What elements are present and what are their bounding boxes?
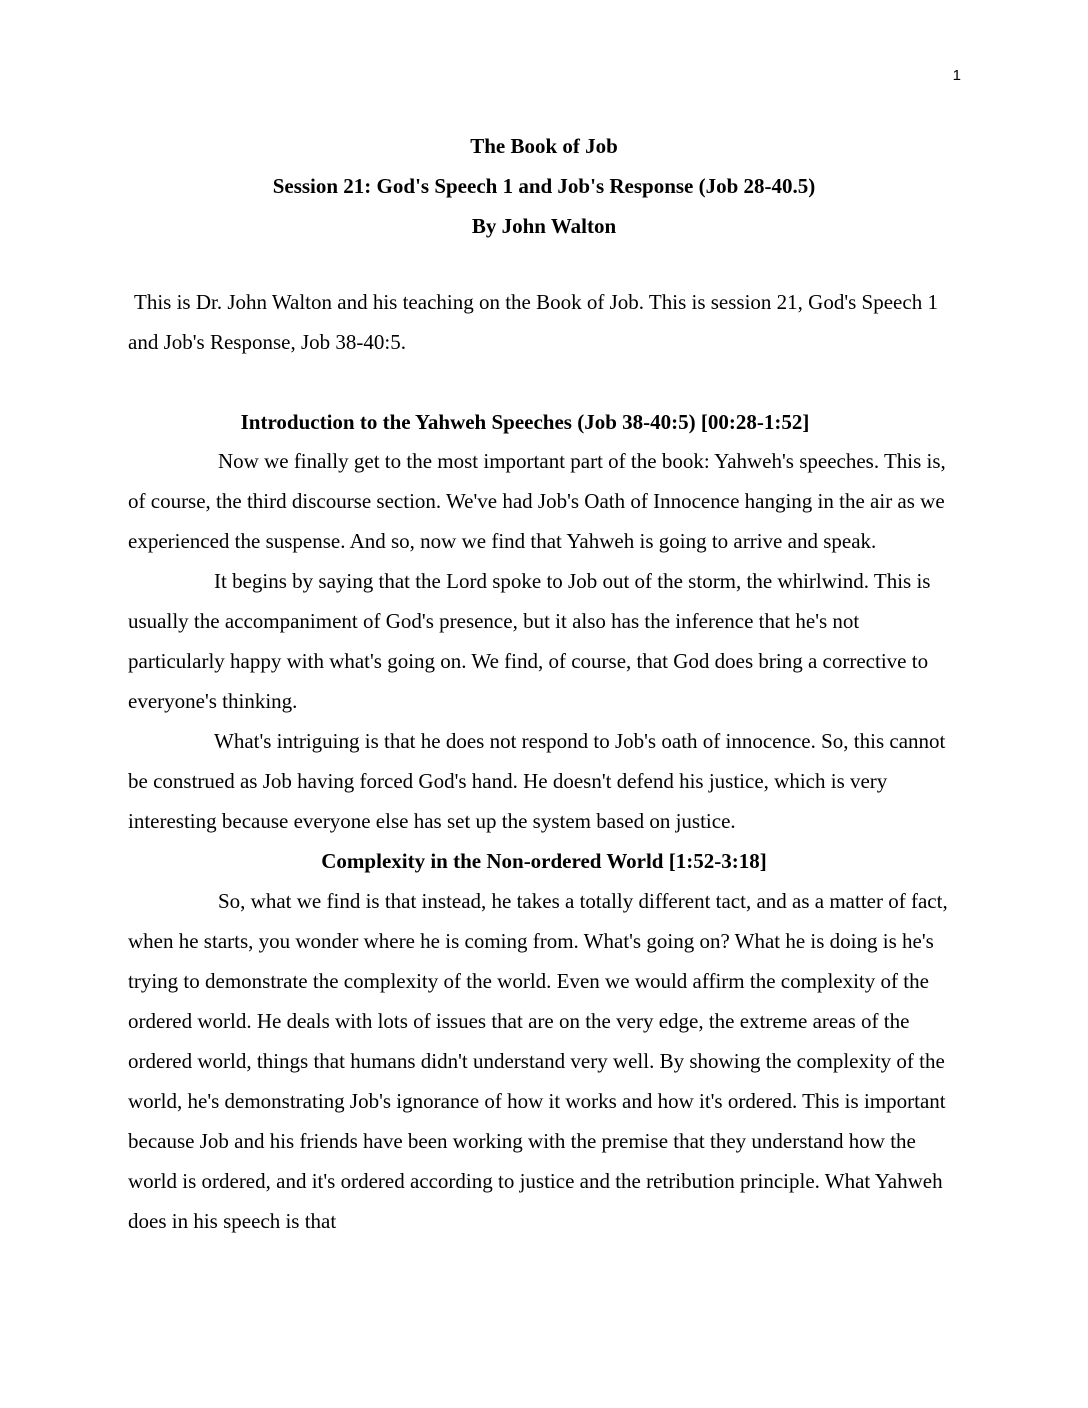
section-heading-complexity: Complexity in the Non-ordered World [1:52-3:18] <box>321 849 767 873</box>
intro-block <box>128 282 960 362</box>
section-heading-yahweh-speeches: Introduction to the Yahweh Speeches (Job 38-40:5) [00:28-1:52] <box>240 410 810 434</box>
paragraph: It begins by saying that the Lord spoke to Job out of the storm, the whirlwind. This is usually the accompaniment of God's presence, but it also has the inference that he's not particularly happy with what's going on. We find, of course, that God does bring a corrective to everyone's thinking. <box>128 569 931 713</box>
main-content <box>128 403 960 1241</box>
author-line: By John Walton <box>471 214 617 238</box>
title-block <box>128 126 960 246</box>
page-number: 1 <box>952 67 961 84</box>
paragraph: Now we finally get to the most important part of the book: Yahweh's speeches. This is, of course, the third discourse section. We've had Job's Oath of Innocence hanging in the air as we experienced the suspense. And so, now we find that Yahweh is going to arrive and speak. <box>128 449 946 553</box>
paragraph: What's intriguing is that he does not respond to Job's oath of innocence. So, this cannot be construed as Job having forced God's hand. He doesn't defend his justice, which is very interesting because everyone else has set up the system based on justice. <box>128 729 946 833</box>
session-title: Session 21: God's Speech 1 and Job's Response (Job 28-40.5) <box>272 174 816 198</box>
intro-paragraph: This is Dr. John Walton and his teaching on the Book of Job. This is session 21, God's Speech 1 and Job's Response, Job 38-40:5. <box>128 290 938 354</box>
paragraph: So, what we find is that instead, he takes a totally different tact, and as a matter of fact, when he starts, you wonder where he is coming from. What's going on? What he is doing is he's trying to demonstrate the complexity of the world. Even we would affirm the complexity of the ordered world. He deals with lots of issues that are on the very edge, the extreme areas of the ordered world, things that humans didn't understand very well. By showing the complexity of the world, he's demonstrating Job's ignorance of how it works and how it's ordered. This is important because Job and his friends have been working with the premise that they understand how the world is ordered, and it's ordered according to justice and the retribution principle. What Yahweh does in his speech is that <box>128 889 948 1233</box>
book-title: The Book of Job <box>470 134 618 158</box>
